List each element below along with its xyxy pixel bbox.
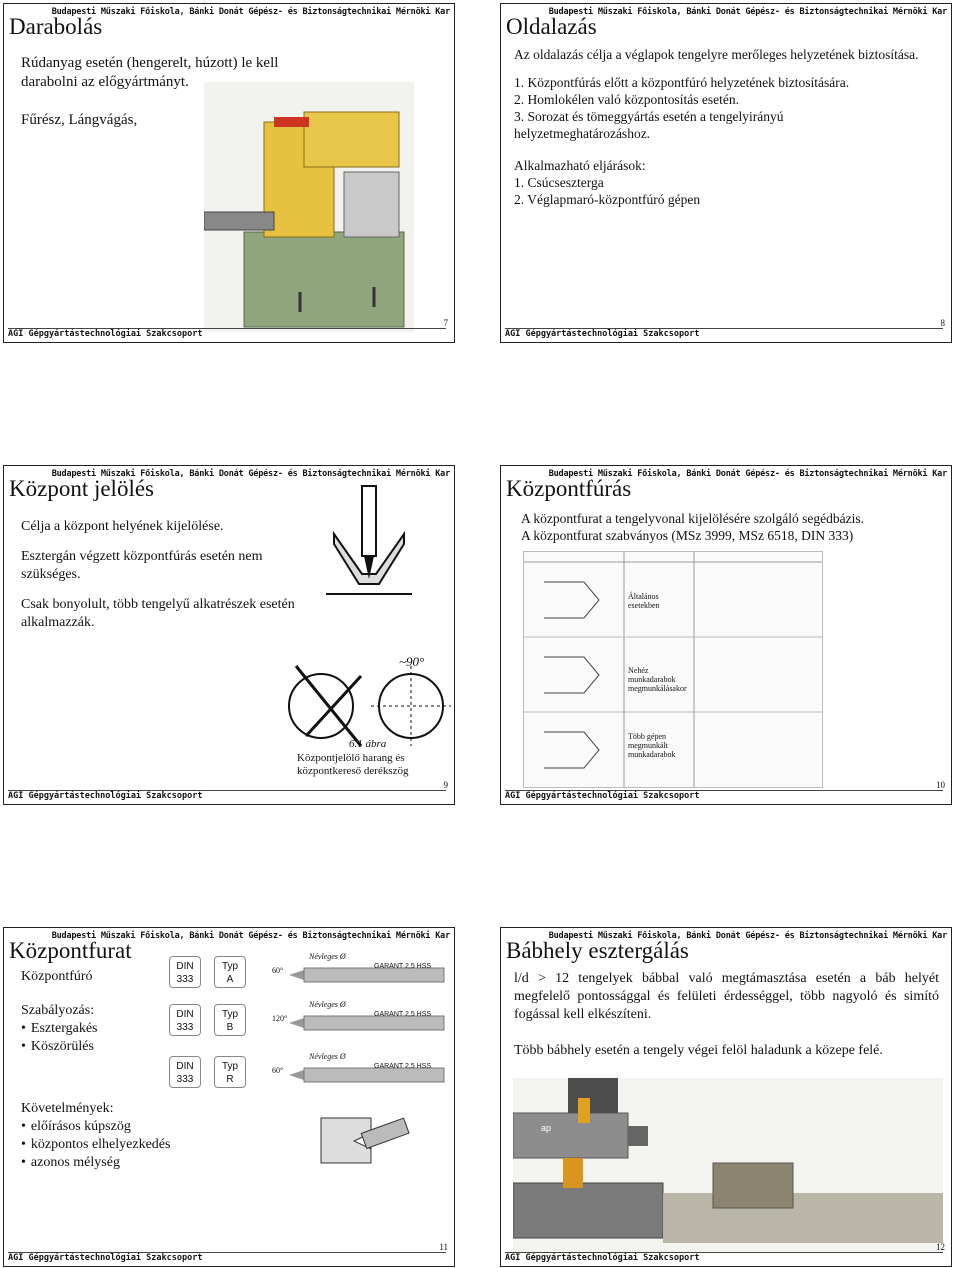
slide-title: Bábhely esztergálás (506, 938, 689, 963)
text-line: Fűrész, Lángvágás, (21, 112, 138, 128)
angle-label: 120° (272, 1014, 288, 1023)
paragraph: Több bábhely esetén a tengely végei felöl haladunk a közepe felé. (514, 1043, 883, 1058)
slide-header: Budapesti Műszaki Főiskola, Bánki Donát Gépész- és Biztonságtechnikai Mérnöki Kar (548, 469, 947, 479)
slide-footer: AGI Gépgyártástechnológiai Szakcsoport (8, 791, 203, 801)
typ-badge: Typ R (214, 1056, 246, 1088)
angle-label: 60° (272, 1066, 284, 1075)
slide-text (514, 46, 934, 208)
slide-header: Budapesti Műszaki Főiskola, Bánki Donát Gépész- és Biztonságtechnikai Mérnöki Kar (51, 7, 450, 17)
slide-title: Darabolás (9, 14, 103, 39)
slide-kozpont-jeloles (3, 465, 455, 805)
slide-kozpontfuras (500, 465, 952, 805)
bandsaw-machine-photo (204, 82, 414, 332)
din-row-a (169, 952, 449, 994)
brand-label: GARANT 2,5 HSS (374, 1063, 432, 1070)
slide-header: Budapesti Műszaki Főiskola, Bánki Donát Gépész- és Biztonságtechnikai Mérnöki Kar (51, 469, 450, 479)
din-badge: DIN 333 (169, 1004, 201, 1036)
requirements-text (21, 1100, 221, 1172)
slide-footer: AGI Gépgyártástechnológiai Szakcsoport (8, 1253, 203, 1263)
slide-header: Budapesti Műszaki Főiskola, Bánki Donát Gépész- és Biztonságtechnikai Mérnöki Kar (548, 7, 947, 17)
slide-title: Központ jelölés (9, 476, 154, 501)
intro-text: Az oldalazás célja a véglapok tengelyre merőleges helyzetének biztosítása. (514, 47, 919, 62)
list-item: 1. Központfúrás előtt a központfúró helyzetének biztosítására. (514, 75, 850, 90)
typ-badge: Typ B (214, 1004, 246, 1036)
method-item: 1. Csúcsesztergа (514, 175, 604, 190)
table-row-label: Több gépen megmunkált munkadarabok (628, 732, 676, 759)
angle-label: 60° (272, 966, 284, 975)
text-line: Esztergán végzett központfúrás esetén nem szükséges. (21, 549, 263, 582)
rules-list (21, 1020, 161, 1056)
slide-header: Budapesti Műszaki Főiskola, Bánki Donát Gépész- és Biztonságtechnikai Mérnöki Kar (548, 931, 947, 941)
steady-rest-turning-photo (513, 1078, 943, 1253)
din-row-b (169, 1000, 449, 1042)
figure-text: Központjelölő harang és központkereső derékszög (297, 752, 409, 777)
slide-title: Központfurat (9, 938, 132, 963)
paragraph: l/d > 12 tengelyek bábbal való megtámasztása esetén a báb helyét megfelelő pontossággal és felületi érdességgel, több nagyoló és simító fogással kell elkészíteni. (514, 971, 939, 1022)
slide-text (514, 970, 939, 1060)
slide-title: Oldalazás (506, 14, 597, 39)
page-number: 11 (439, 1242, 448, 1252)
slide-babhely-esztergalas (500, 927, 952, 1267)
page-number: 7 (443, 318, 448, 328)
requirements-title: Követelmények: (21, 1101, 114, 1116)
typ-badge: Typ A (214, 956, 246, 988)
slide-header: Budapesti Műszaki Főiskola, Bánki Donát Gépész- és Biztonságtechnikai Mérnöki Kar (51, 931, 450, 941)
table-row-label: Általános esetekben (628, 592, 660, 610)
subtitle: Központfúró (21, 969, 93, 984)
text-line: Rúdanyag esetén (hengerelt, húzott) le kell darabolni az előgyártmányt. (21, 55, 279, 90)
text-line: A központfurat a tengelyvonal kijelölésére szolgáló segédbázis. (521, 511, 865, 526)
ap-label: ap (541, 1123, 552, 1133)
center-hole-section-drawing (319, 1103, 414, 1175)
text-line: Csak bonyolult, több tengelyű alkatrészek esetén alkalmazzák. (21, 597, 295, 630)
list-item: • Esztergakés (21, 1020, 161, 1038)
figure-caption: 6.1 ábra (349, 738, 387, 750)
din-badge: DIN 333 (169, 956, 201, 988)
requirements-list (21, 1118, 221, 1172)
slide-title: Központfúrás (506, 476, 632, 501)
method-item: 2. Véglapmaró-központfúró gépen (514, 192, 701, 207)
nominal-label: Névleges Ø (309, 1052, 346, 1061)
brand-label: GARANT 2,5 HSS (374, 963, 432, 970)
table-row-label: Nehéz munkadarabok megmunkálásakor (628, 666, 687, 693)
list-item: • előírásos kúpszög (21, 1118, 221, 1136)
center-hole-table (523, 551, 823, 788)
text-line: Célja a központ helyének kijelölése. (21, 519, 224, 534)
slide-footer: AGI Gépgyártástechnológiai Szakcsoport (505, 329, 700, 339)
page-number: 8 (940, 318, 945, 328)
din-badge: DIN 333 (169, 1056, 201, 1088)
slide-text (21, 518, 296, 632)
methods-title: Alkalmazható eljárások: (514, 158, 646, 173)
list-item: 3. Sorozat és tömeggyártás esetén a tengelyirányú helyzetmeghatározáshoz. (514, 109, 784, 141)
brand-label: GARANT 2,5 HSS (374, 1011, 432, 1018)
list-item: • központos elhelyezkedés (21, 1136, 221, 1154)
page-number: 9 (443, 780, 448, 790)
slide-footer: AGI Gépgyártástechnológiai Szakcsoport (505, 1253, 700, 1263)
page-number: 12 (936, 1242, 945, 1252)
slide-darabolas (3, 3, 455, 343)
centering-bell-drawing (324, 484, 414, 604)
slide-text (521, 510, 941, 544)
list-item: 2. Homlokélen való központosítás esetén. (514, 92, 739, 107)
slide-kozpontfurat (3, 927, 455, 1267)
din-row-r (169, 1052, 449, 1094)
angle-label: ~90° (399, 654, 425, 669)
text-line: A központfurat szabványos (MSz 3999, MSz 6518, DIN 333) (521, 528, 854, 543)
slide-text (21, 968, 161, 1056)
slide-footer: AGI Gépgyártástechnológiai Szakcsoport (505, 791, 700, 801)
page-number: 10 (936, 780, 945, 790)
rules-title: Szabályozás: (21, 1003, 95, 1018)
slide-footer: AGI Gépgyártástechnológiai Szakcsoport (8, 329, 203, 339)
nominal-label: Névleges Ø (309, 952, 346, 961)
slide-oldalazas (500, 3, 952, 343)
list-item: • azonos mélység (21, 1154, 221, 1172)
nominal-label: Névleges Ø (309, 1000, 346, 1009)
list-item: • Köszörülés (21, 1038, 161, 1056)
